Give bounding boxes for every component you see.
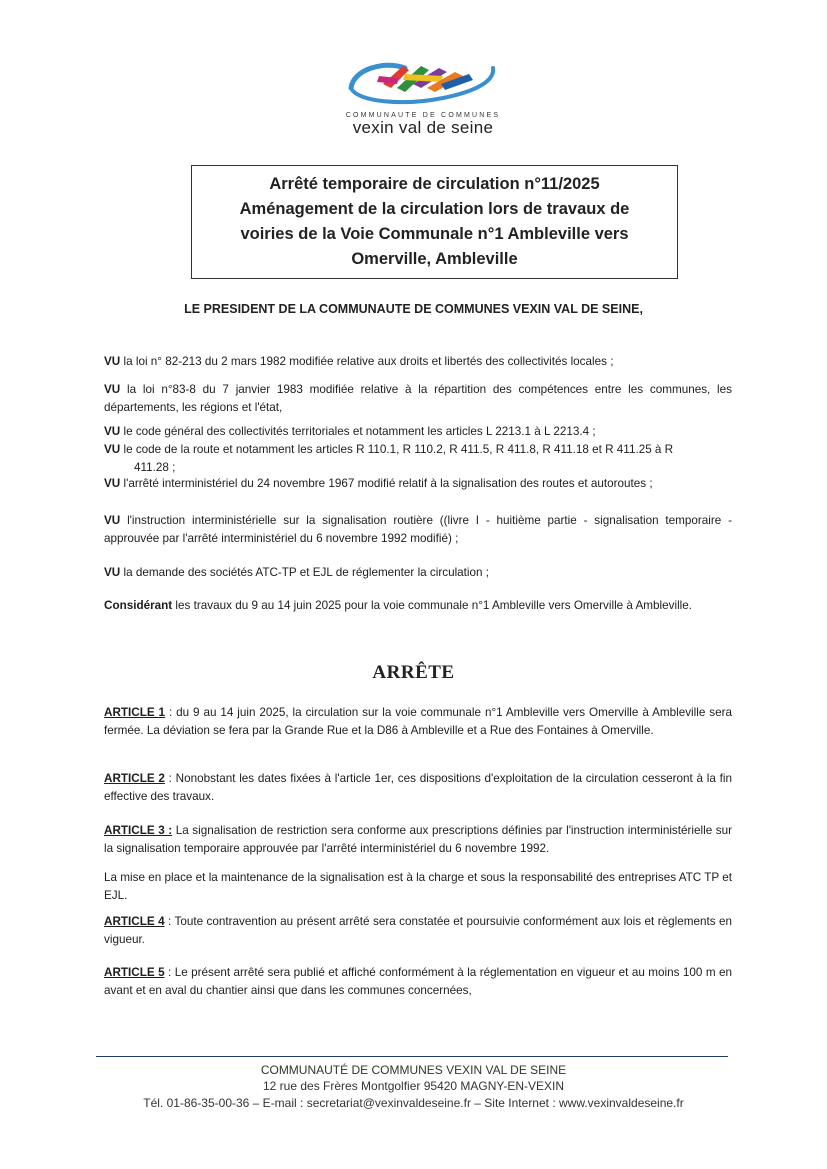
article-text: La signalisation de restriction sera conforme aux prescriptions définies par l'instruction interministérielle sur la signalisation temporaire approuvée par l'arrêté interministériel du 6 novembre 1992.	[104, 824, 732, 855]
visa-lead: VU	[104, 566, 121, 579]
article-label: ARTICLE 4	[104, 915, 165, 928]
decree-title-line-4: Omerville, Ambleville	[351, 250, 518, 268]
decree-title-box	[191, 165, 678, 279]
footer-divider	[96, 1056, 728, 1057]
article-label: ARTICLE 1	[104, 706, 166, 719]
visa-lead: VU	[104, 355, 121, 368]
visa-lead: VU	[104, 477, 121, 490]
considerant-text: les travaux du 9 au 14 juin 2025 pour la voie communale n°1 Ambleville vers Omerville à Ambleville.	[172, 599, 693, 612]
logo-swoosh-icon	[343, 54, 503, 112]
visa-lead: VU	[104, 514, 121, 527]
organization-logo	[338, 54, 508, 144]
article-text: La mise en place et la maintenance de la signalisation est à la charge et sous la responsabilité des entreprises ATC TP et EJL.	[104, 871, 732, 902]
visa-paragraph	[104, 475, 732, 493]
visa-text: la demande des sociétés ATC-TP et EJL de réglementer la circulation ;	[120, 566, 490, 579]
visa-continuation: 411.28 ;	[134, 460, 176, 474]
visa-lead: VU	[104, 383, 121, 396]
visa-paragraph	[104, 512, 732, 547]
visa-text: la loi n° 82-213 du 2 mars 1982 modifiée relative aux droits et libertés des collectivités locales ;	[120, 355, 614, 368]
logo-wordmark: vexin val de seine	[352, 118, 494, 137]
article-label: ARTICLE 5	[104, 966, 165, 979]
visa-paragraph	[104, 441, 732, 476]
article-5	[104, 964, 732, 999]
article-1	[104, 704, 732, 739]
visa-text: le code général des collectivités territoriales et notamment les articles L 2213.1 à L 2213.4 ;	[120, 425, 596, 438]
footer-contact: Tél. 01-86-35-00-36 – E-mail : secretariat@vexinvaldeseine.fr – Site Internet : www.vexinvaldeseine.fr	[143, 1096, 684, 1110]
visa-text: le code de la route et notamment les articles R 110.1, R 110.2, R 411.5, R 411.8, R 411.18 et R 411.25 à R	[120, 443, 674, 456]
decree-title-line-2: Aménagement de la circulation lors de travaux de	[239, 200, 630, 218]
decree-title-line-1: Arrêté temporaire de circulation n°11/2025	[269, 175, 600, 193]
footer-organization: COMMUNAUTÉ DE COMMUNES VEXIN VAL DE SEINE	[260, 1063, 567, 1077]
visa-lead: VU	[104, 425, 121, 438]
considerant-lead: Considérant	[104, 599, 173, 612]
visa-text: l'arrêté interministériel du 24 novembre 1967 modifié relatif à la signalisation des routes et autoroutes ;	[120, 477, 653, 490]
visa-lead: VU	[104, 443, 121, 456]
visa-paragraph	[104, 353, 732, 371]
visa-paragraph	[104, 564, 732, 582]
president-heading: LE PRESIDENT DE LA COMMUNAUTE DE COMMUNES VEXIN VAL DE SEINE,	[184, 302, 643, 316]
article-4	[104, 913, 732, 948]
logo-subtitle: COMMUNAUTE DE COMMUNES	[345, 112, 501, 119]
article-text: : Le présent arrêté sera publié et affiché conformément à la réglementation en vigueur et au moins 100 m en avant et en aval du chantier ainsi que dans les communes concernées,	[104, 966, 732, 997]
considerant-paragraph	[104, 597, 732, 615]
visa-text: la loi n°83-8 du 7 janvier 1983 modifiée relative à la répartition des compétences entre les communes, les départements, les régions et l'état,	[104, 383, 732, 414]
visa-text: l'instruction interministérielle sur la signalisation routière ((livre I - huitième partie - signalisation temporaire - approuvée par l'arrêté interministériel du 6 novembre 1992 modifié) ;	[104, 514, 732, 545]
visa-paragraph	[104, 423, 732, 441]
article-label: ARTICLE 2	[104, 772, 165, 785]
article-2	[104, 770, 732, 805]
article-label: ARTICLE 3 :	[104, 824, 173, 837]
article-text: : Toute contravention au présent arrêté sera constatée et poursuivie conformément aux lois et règlements en vigueur.	[104, 915, 733, 946]
article-text: : du 9 au 14 juin 2025, la circulation sur la voie communale n°1 Ambleville vers Omerville à Ambleville sera fermée. La déviation se fera par la Grande Rue et la D86 à Ambleville et a Rue des Fontaines à Omerville.	[104, 706, 732, 737]
article-3-continuation	[104, 869, 732, 904]
footer-address: 12 rue des Frères Montgolfier 95420 MAGNY-EN-VEXIN	[262, 1079, 565, 1093]
arrete-heading: ARRÊTE	[372, 662, 455, 683]
visa-paragraph	[104, 381, 732, 416]
article-text: : Nonobstant les dates fixées à l'article 1er, ces dispositions d'exploitation de la circulation cesseront à la fin effective des travaux.	[104, 772, 732, 803]
article-3	[104, 822, 732, 857]
decree-title-line-3: voiries de la Voie Communale n°1 Ambleville vers	[240, 225, 629, 243]
